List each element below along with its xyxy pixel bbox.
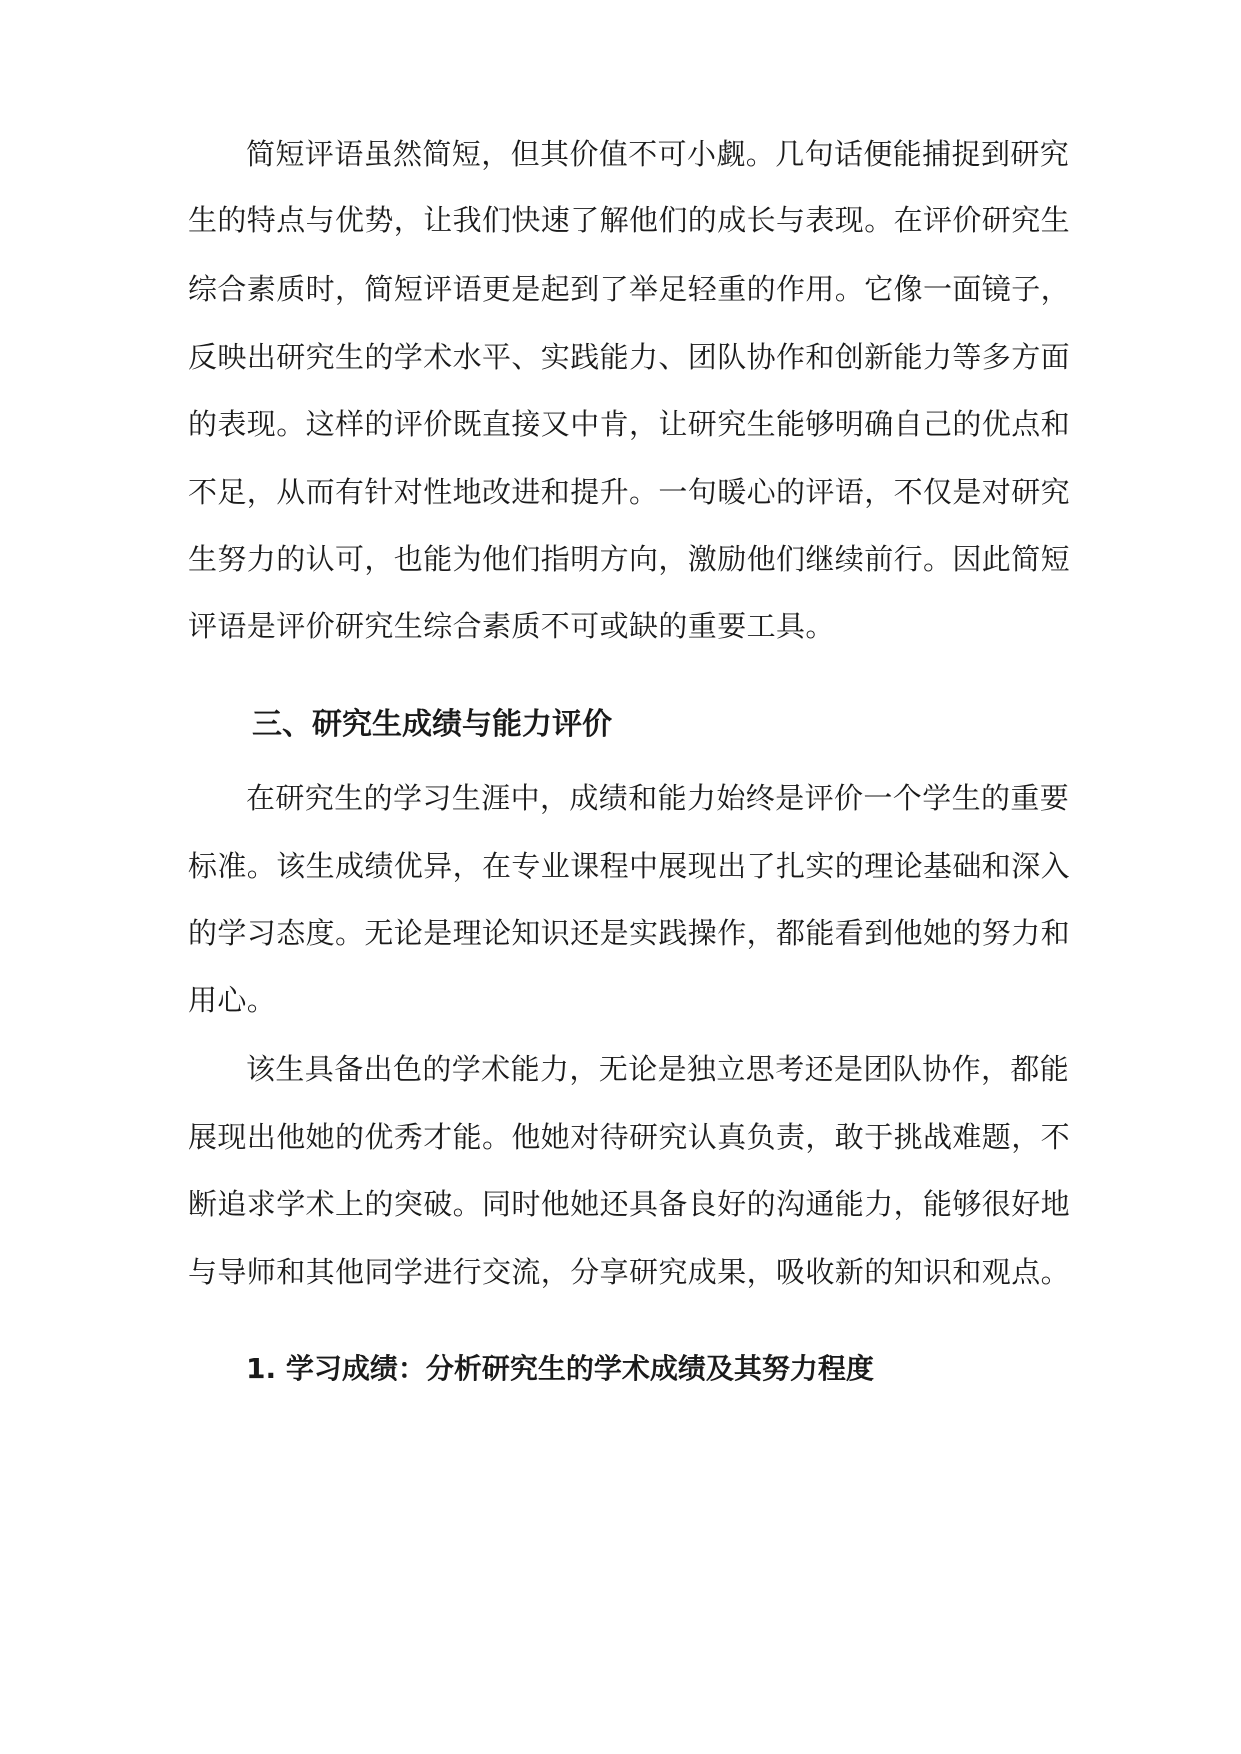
paragraph-3-line-3: 断追求学术上的突破。同时他她还具备良好的沟通能力，能够很好地	[188, 1187, 1071, 1221]
section-heading-3: 三、研究生成绩与能力评价	[252, 707, 612, 742]
paragraph-1-line-6: 不足，从而有针对性地改进和提升。一句暖心的评语，不仅是对研究	[188, 475, 1071, 509]
subheading-1: 1. 学习成绩：分析研究生的学术成绩及其努力程度	[246, 1352, 874, 1385]
paragraph-1-line-8: 评语是评价研究生综合素质不可或缺的重要工具。	[188, 609, 835, 643]
paragraph-1-line-3: 综合素质时，简短评语更是起到了举足轻重的作用。它像一面镜子，	[188, 272, 1071, 306]
paragraph-3-line-1: 该生具备出色的学术能力，无论是独立思考还是团队协作，都能	[246, 1052, 1070, 1086]
paragraph-2-line-4: 用心。	[188, 983, 277, 1017]
paragraph-1-line-7: 生努力的认可，也能为他们指明方向，激励他们继续前行。因此简短	[188, 542, 1071, 576]
paragraph-3-line-2: 展现出他她的优秀才能。他她对待研究认真负责，敢于挑战难题，不	[188, 1120, 1071, 1154]
paragraph-1-line-5: 的表现。这样的评价既直接又中肯，让研究生能够明确自己的优点和	[188, 407, 1071, 441]
paragraph-1-line-4: 反映出研究生的学术水平、实践能力、团队协作和创新能力等多方面	[188, 340, 1071, 374]
paragraph-3-line-4: 与导师和其他同学进行交流，分享研究成果，吸收新的知识和观点。	[188, 1255, 1071, 1289]
paragraph-1-line-2: 生的特点与优势，让我们快速了解他们的成长与表现。在评价研究生	[188, 203, 1071, 237]
paragraph-2-line-3: 的学习态度。无论是理论知识还是实践操作，都能看到他她的努力和	[188, 916, 1071, 950]
paragraph-2-line-2: 标准。该生成绩优异，在专业课程中展现出了扎实的理论基础和深入	[188, 849, 1071, 883]
paragraph-2-line-1: 在研究生的学习生涯中，成绩和能力始终是评价一个学生的重要	[246, 781, 1070, 815]
paragraph-1-line-1: 简短评语虽然简短，但其价值不可小觑。几句话便能捕捉到研究	[246, 137, 1070, 171]
